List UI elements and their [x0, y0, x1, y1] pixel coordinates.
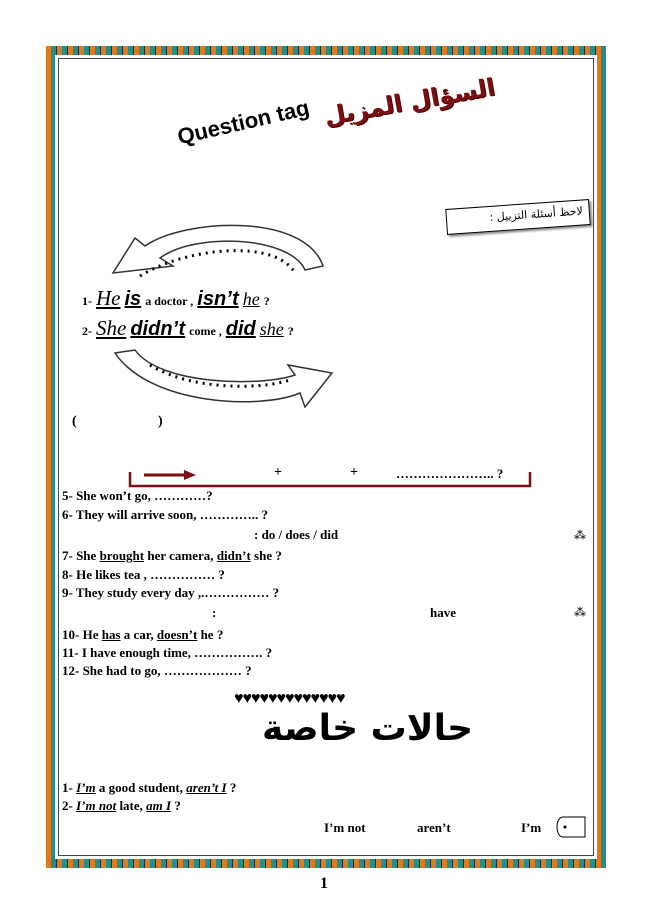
formula-plus-1: +	[274, 465, 282, 480]
section-do-label: : do / does / did	[254, 527, 339, 542]
title-arabic: السؤال المزيل	[322, 72, 498, 131]
formula-dots: ………………….. ?	[396, 466, 504, 481]
exercise-6: 6- They will arrive soon, ………….. ?	[62, 507, 268, 522]
scroll-icon	[553, 814, 589, 840]
exercise-12: 12- She had to go, ……………… ?	[62, 663, 252, 678]
bottom-word-im: I’m	[521, 820, 542, 835]
star-icon: ⁂	[574, 605, 586, 619]
section-have-label: have	[430, 605, 456, 620]
special-cases-title: حالات خاصة	[262, 708, 474, 749]
example-2: 2- She didn’t come , did she ?	[82, 316, 294, 340]
exercise-9: 9- They study every day ,.…………… ?	[62, 585, 280, 600]
arrow-top-icon	[105, 218, 330, 293]
star-icon: ⁂	[574, 528, 586, 542]
page-number: 1	[320, 875, 328, 892]
exercise-11: 11- I have enough time, ……………. ?	[62, 645, 273, 660]
paren-open: (	[72, 414, 77, 429]
section-have-colon: :	[212, 605, 217, 620]
paren-close: )	[158, 414, 163, 429]
hearts-divider: ♥♥♥♥♥♥♥♥♥♥♥♥♥	[234, 690, 345, 707]
arrow-bottom-icon	[110, 345, 340, 415]
exercise-5: 5- She won’t go, …………?	[62, 488, 213, 503]
formula-plus-2: +	[350, 465, 358, 480]
title-english: Question tag	[175, 94, 312, 150]
exercise-7: 7- She brought her camera, didn’t she ?	[62, 548, 282, 563]
bottom-word-im-not: I’m not	[324, 820, 366, 835]
bottom-word-arent: aren’t	[417, 820, 451, 835]
special-example-2: 2- I’m not late, am I ?	[62, 798, 181, 813]
example-1: 1- He is a doctor , isn’t he ?	[82, 286, 270, 310]
special-example-1: 1- I’m a good student, aren’t I ?	[62, 780, 237, 795]
exercise-8: 8- He likes tea , …………… ?	[62, 567, 225, 582]
note-box-text: لاحظ أسئلة التزييل :	[489, 204, 584, 224]
exercise-10: 10- He has a car, doesn’t he ?	[62, 627, 224, 642]
